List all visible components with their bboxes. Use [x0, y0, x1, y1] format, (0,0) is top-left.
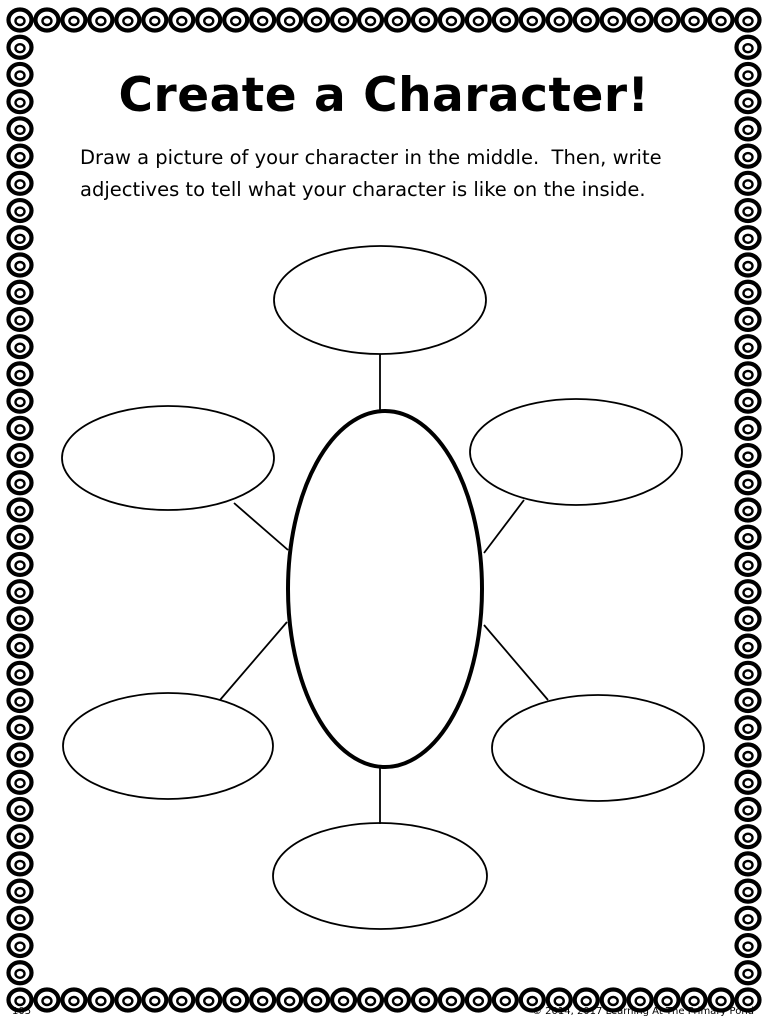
adjective-bubble-upper-left[interactable]: [62, 406, 274, 510]
adjective-bubble-top[interactable]: [274, 246, 486, 354]
adjective-bubble-lower-right[interactable]: [492, 695, 704, 801]
connector-lower-right: [484, 625, 548, 700]
connector-lower-left: [220, 622, 287, 700]
adjective-bubble-bottom[interactable]: [273, 823, 487, 929]
connector-upper-right: [484, 500, 524, 553]
character-drawing-area[interactable]: [288, 411, 482, 767]
instructions-line-1: Draw a picture of your character in the middle. Then, write: [80, 146, 662, 169]
worksheet-title: Create a Character!: [118, 68, 650, 123]
instructions-line-2: adjectives to tell what your character is like on the inside.: [80, 178, 646, 201]
adjective-bubble-lower-left[interactable]: [63, 693, 273, 799]
adjective-bubble-upper-right[interactable]: [470, 399, 682, 505]
copyright-notice: © 2014, 2017 Learning At The Primary Pond: [531, 1006, 754, 1017]
connector-upper-left: [234, 503, 288, 550]
page-number: 105: [12, 1006, 32, 1017]
